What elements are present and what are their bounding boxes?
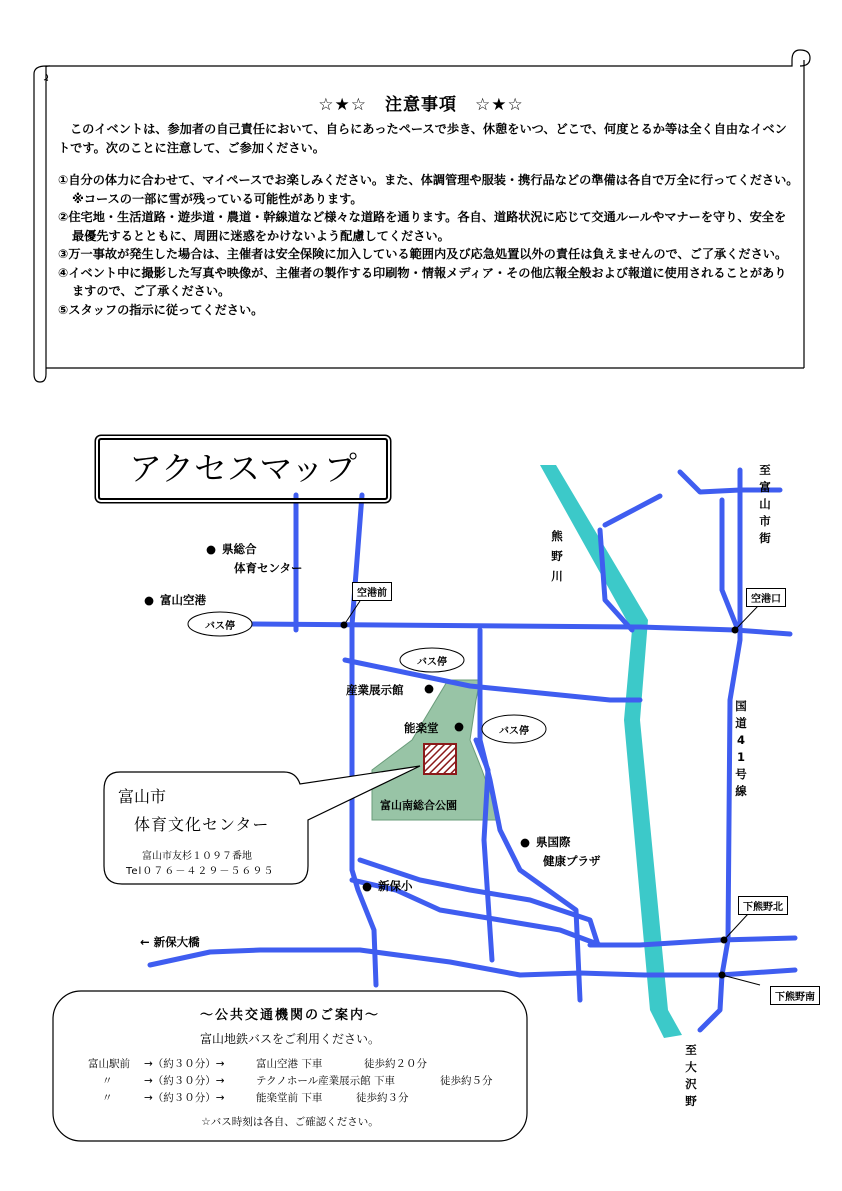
landmark-nogakudo: 能楽堂 bbox=[404, 721, 439, 735]
notice-item: ⑤スタッフの指示に従ってください。 bbox=[58, 302, 264, 317]
landmark-ken-sogo: ● 県総合 bbox=[206, 541, 257, 557]
transit-stop: 富山空港 下車 bbox=[256, 1058, 323, 1070]
transit-walk: 徒歩約５分 bbox=[440, 1075, 493, 1087]
road bbox=[352, 495, 376, 985]
notice-item: ③万一事故が発生した場合は、主催者は安全保険に加入している範囲内及び応急処置以外の責任は負えませんので、ご了承ください。 bbox=[58, 247, 788, 261]
transit-from: 富山駅前 bbox=[88, 1058, 130, 1070]
venue-tel: Tel０７６－４２９－５６９５ bbox=[126, 866, 275, 877]
transit-stop: 能楽堂前 下車 bbox=[256, 1092, 323, 1104]
landmark-ken-sogo-2: 体育センター bbox=[234, 561, 303, 575]
landmark-nogakudo-dot: ● bbox=[454, 719, 465, 733]
notice-item: ①自分の体力に合わせて、マイペースでお楽しみください。また、体調管理や服装・携行品などの準備は各自で万全に行ってください。 ※コースの一部に雪が残っている可能性があります。 bbox=[58, 173, 805, 206]
bus-stop-label: バス停 bbox=[417, 657, 447, 668]
to-toyama-label: 至 富 山 市 街 bbox=[759, 463, 771, 545]
river-label: 熊 野 川 bbox=[551, 529, 563, 583]
transit-note: ☆バス時刻は各自、ご確認ください。 bbox=[201, 1116, 379, 1128]
transit-walk: 徒歩約３分 bbox=[356, 1092, 409, 1104]
landmark-sangyo-dot: ● bbox=[424, 681, 435, 695]
landmark-shinbosho: ● 新保小 bbox=[362, 878, 413, 894]
landmark-sangyo: 産業展示館 bbox=[346, 683, 404, 697]
notice-body bbox=[58, 120, 805, 319]
notice-intro: このイベントは、参加者の自己責任において、自らにあったペースで歩き、休憩をいつ、どこで、何度とるか等は全く自由なイベントです。次のことに注意して、ご参加ください。 bbox=[58, 122, 787, 155]
transit-walk: 徒歩約２０分 bbox=[364, 1058, 427, 1070]
venue-callout bbox=[104, 772, 308, 884]
landmark-kokusai-2: 健康プラザ bbox=[543, 854, 601, 868]
notice-title: ☆★☆ 注意事項 ☆★☆ bbox=[318, 95, 524, 115]
transit-from: 〃 bbox=[102, 1075, 113, 1087]
transit-title: ～公共交通機関のご案内～ bbox=[199, 1008, 380, 1023]
venue-name-2: 体育文化センター bbox=[134, 815, 270, 834]
transit-time: →（約３０分）→ bbox=[144, 1075, 225, 1087]
map-title: アクセスマップ bbox=[98, 438, 388, 500]
stop-kukoguchi: 空港口 bbox=[746, 588, 786, 607]
landmark-shinbo-bridge: ← 新保大橋 bbox=[140, 935, 200, 949]
venue-marker bbox=[424, 744, 456, 774]
landmark-park: 富山南総合公園 bbox=[380, 799, 457, 812]
road bbox=[590, 938, 795, 945]
road bbox=[722, 500, 738, 630]
route41-label: 国 道 4 1 号 線 bbox=[735, 699, 747, 798]
landmark-kokusai: ● 県国際 bbox=[520, 834, 571, 850]
landmark-airport: ● 富山空港 bbox=[144, 592, 206, 608]
road bbox=[250, 624, 790, 634]
road bbox=[150, 950, 795, 975]
notice-item: ④イベント中に撮影した写真や映像が、主催者の製作する印刷物・情報メディア・その他広報全般および報道に使用されることがありますので、ご了承ください。 bbox=[58, 265, 787, 298]
transit-time: →（約３０分）→ bbox=[144, 1058, 225, 1070]
notice-item: ②住宅地・生活道路・遊歩道・農道・幹線道など様々な道路を通ります。各自、道路状況に応じて交通ルールやマナーを守り、安全を最優先するとともに、周囲に迷惑をかけないよう配慮してください。 bbox=[58, 210, 787, 243]
road bbox=[480, 630, 580, 1000]
venue-address: 富山市友杉１０９７番地 bbox=[142, 851, 252, 862]
transit-stop: テクノホール産業展示館 下車 bbox=[256, 1075, 395, 1087]
transit-from: 〃 bbox=[102, 1092, 113, 1104]
transit-time: →（約３０分）→ bbox=[144, 1092, 225, 1104]
transit-info bbox=[52, 990, 528, 1142]
stop-shimokumanokita: 下熊野北 bbox=[738, 896, 788, 915]
stop-kukomae: 空港前 bbox=[352, 582, 392, 601]
stop-shimokumanominami: 下熊野南 bbox=[770, 986, 820, 1005]
venue-name-1: 富山市 bbox=[118, 787, 167, 806]
bus-stop-label: バス停 bbox=[499, 726, 529, 737]
bus-stop-label: バス停 bbox=[205, 621, 235, 632]
to-osawano-label: 至 大 沢 野 bbox=[685, 1043, 697, 1108]
transit-subtitle: 富山地鉄バスをご利用ください。 bbox=[199, 1032, 380, 1046]
